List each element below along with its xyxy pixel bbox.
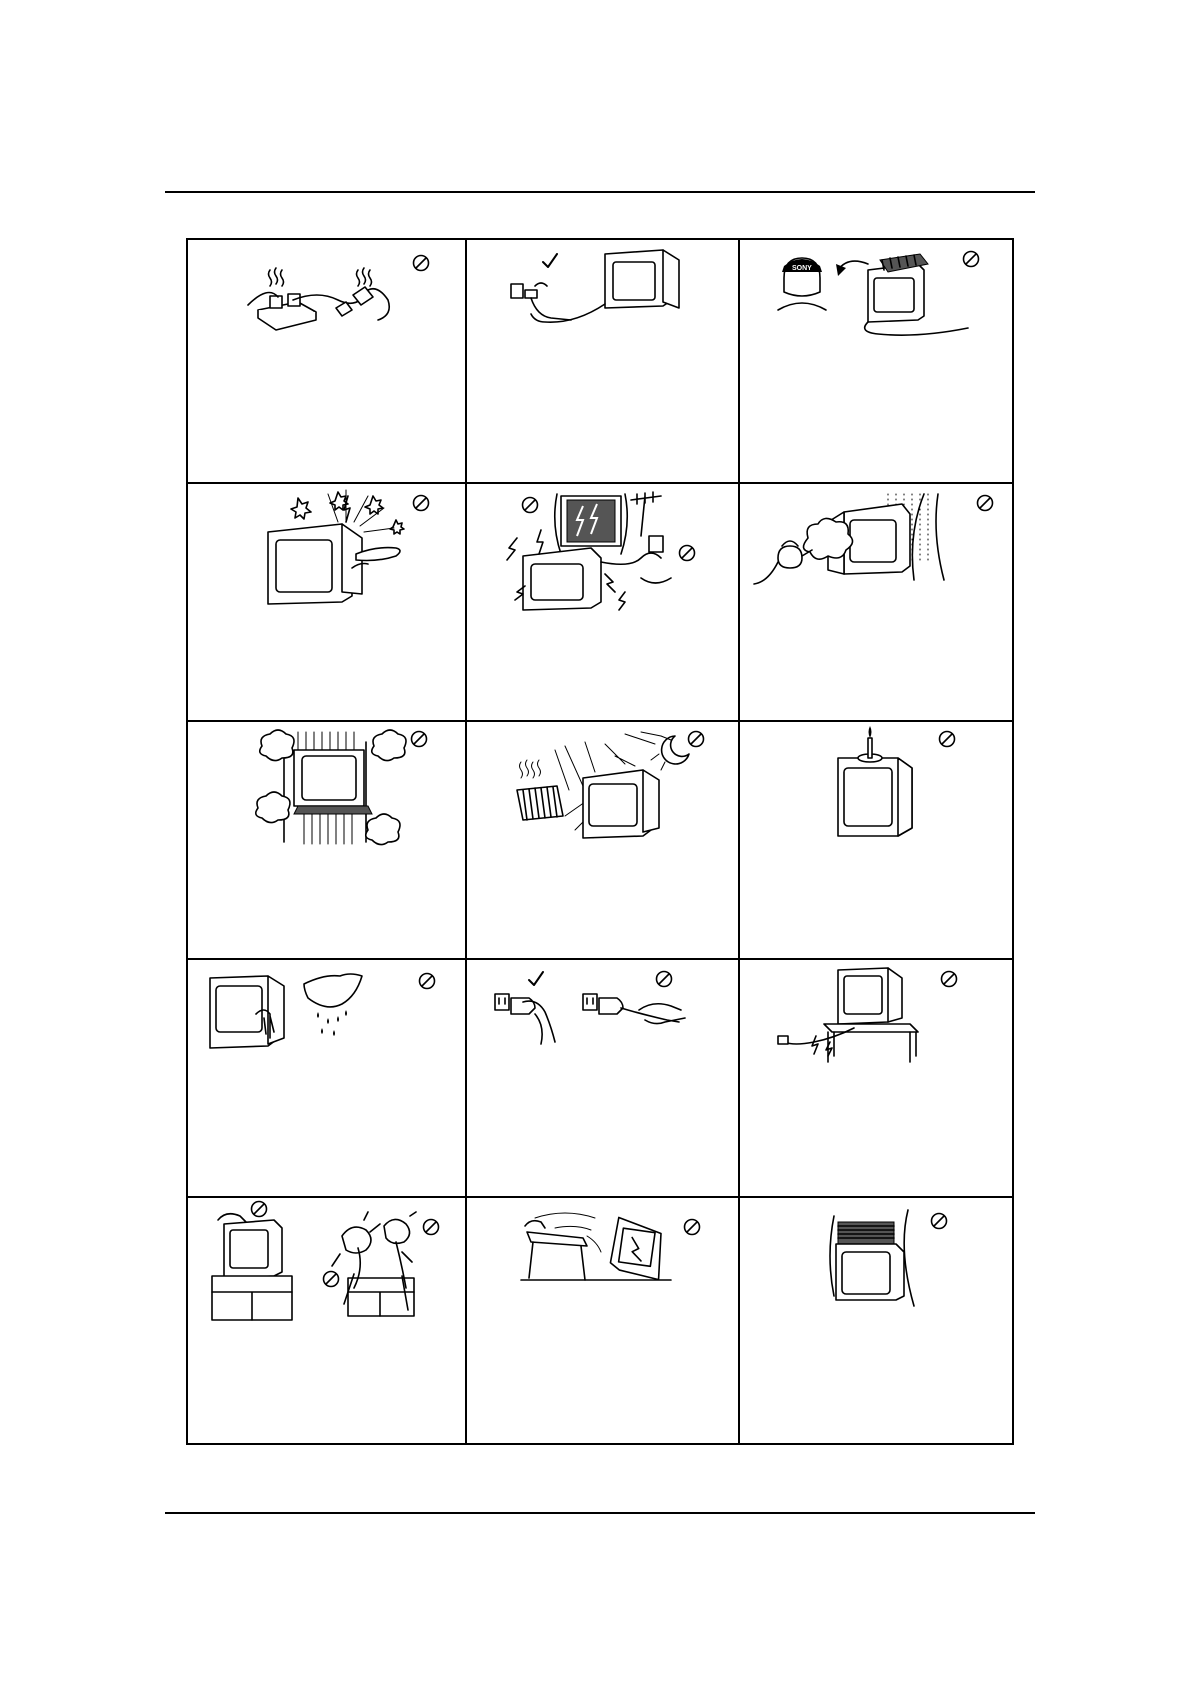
- prohibited-icon: [683, 1218, 701, 1236]
- covered-tv-icon: [738, 1196, 1014, 1445]
- safety-cell-covered: [738, 1196, 1014, 1445]
- prohibited-icon: [976, 494, 994, 512]
- pull-plug-icon: [465, 958, 738, 1196]
- check-icon: [541, 252, 559, 270]
- prohibited-icon: [418, 972, 436, 990]
- prohibited-icon: [412, 254, 430, 272]
- candle-on-tv-icon: [738, 720, 1014, 958]
- safety-cell-objects-in-vents: [188, 482, 465, 720]
- safety-cell-overloaded-outlet: [188, 240, 465, 482]
- unplug-tv-icon: [465, 240, 738, 482]
- prohibited-icon: [412, 494, 430, 512]
- safety-cell-candle: [738, 720, 1014, 958]
- safety-cell-lightning: [465, 482, 738, 720]
- prohibited-icon: [962, 250, 980, 268]
- damaged-cord-icon: [738, 958, 1014, 1196]
- blocked-ventilation-icon: [188, 720, 465, 958]
- prohibited-icon: [930, 1212, 948, 1230]
- service-technician-icon: [738, 240, 1014, 482]
- safety-cell-children: [188, 1196, 465, 1445]
- prohibited-icon: [422, 1218, 440, 1236]
- safety-cell-heat: [465, 720, 738, 958]
- prohibited-icon: [322, 1270, 340, 1288]
- cap-label: SONY: [792, 265, 812, 272]
- prohibited-icon: [940, 970, 958, 988]
- safety-cell-cleaning: [188, 958, 465, 1196]
- steam-rain-icon: [738, 482, 1014, 720]
- prohibited-icon: [678, 544, 696, 562]
- overloaded-outlet-icon: [188, 240, 465, 482]
- prohibited-icon: [250, 1200, 268, 1218]
- header-rule: [165, 191, 1035, 193]
- safety-illustration-grid: [186, 238, 1014, 1445]
- wet-cloth-cleaning-icon: [188, 958, 465, 1196]
- prohibited-icon: [687, 730, 705, 748]
- prohibited-icon: [410, 730, 428, 748]
- prohibited-icon: [938, 730, 956, 748]
- safety-cell-unplug: [465, 240, 738, 482]
- footer-rule: [165, 1512, 1035, 1514]
- check-icon: [527, 970, 545, 988]
- safety-cell-ventilation: [188, 720, 465, 958]
- lightning-storm-icon: [465, 482, 738, 720]
- safety-cell-steam-rain: [738, 482, 1014, 720]
- prohibited-icon: [521, 496, 539, 514]
- safety-cell-unstable: [465, 1196, 738, 1445]
- safety-cell-service: [738, 240, 1014, 482]
- prohibited-icon: [655, 970, 673, 988]
- safety-cell-cord: [738, 958, 1014, 1196]
- safety-cell-plug: [465, 958, 738, 1196]
- heat-sunlight-icon: [465, 720, 738, 958]
- objects-in-vents-icon: [188, 482, 465, 720]
